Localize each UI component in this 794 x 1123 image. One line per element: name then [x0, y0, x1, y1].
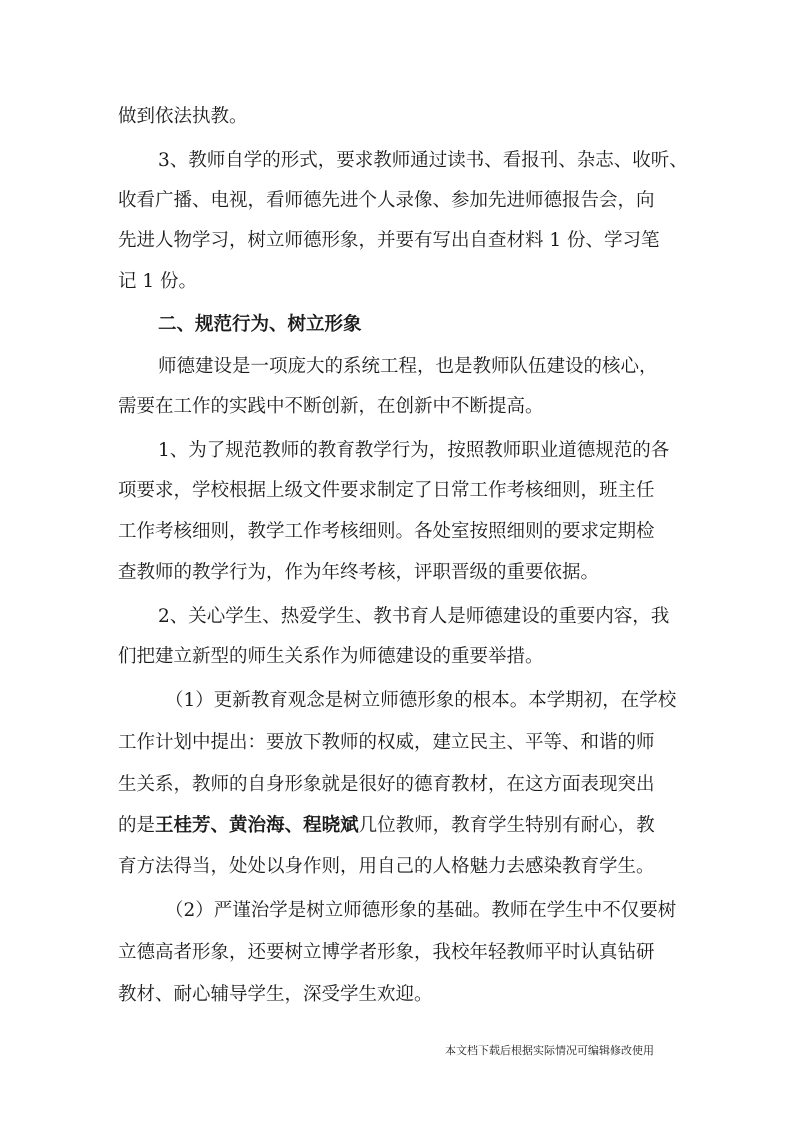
- paragraph-line: 先进人物学习，树立师德形象，并要有写出自查材料 1 份、学习笔: [118, 230, 660, 251]
- paragraph-line: 立德高者形象，还要树立博学者形象，我校年轻教师平时认真钻研: [118, 942, 655, 963]
- paragraph-line: 生关系，教师的自身形象就是很好的德育教材，在这方面表现突出: [118, 774, 655, 795]
- paragraph-line: （2）严谨治学是树立师德形象的基础。教师在学生中不仅要树: [165, 900, 677, 921]
- teacher-name: 黄治海: [229, 815, 285, 836]
- page-footer: 本文档下载后根据实际情况可编辑修改使用: [445, 1044, 654, 1057]
- section-heading: 二、规范行为、树立形象: [158, 314, 362, 335]
- paragraph-line: 们把建立新型的师生关系作为师德建设的重要举措。: [118, 646, 544, 667]
- paragraph-line: 1、为了规范教师的教育教学行为，按照教师职业道德规范的各: [158, 440, 670, 461]
- line-suffix: 几位教师，: [358, 815, 452, 836]
- paragraph-line: 工作考核细则，教学工作考核细则。各处室按照细则的要求定期检: [118, 521, 655, 542]
- line-prefix: 的是: [118, 815, 156, 836]
- paragraph-line: 3、教师自学的形式，要求教师通过读书、看报刊、杂志、收听、: [158, 150, 688, 171]
- paragraph-line: 收看广播、电视，看师德先进个人录像、参加先进师德报告会，向: [118, 190, 655, 211]
- paragraph-line-with-names: [118, 817, 655, 836]
- paragraph-line: 做到依法执教。: [118, 106, 248, 127]
- paragraph-line: 项要求，学校根据上级文件要求制定了日常工作考核细则，班主任: [118, 480, 655, 501]
- paragraph-line: 师德建设是一项庞大的系统工程，也是教师队伍建设的核心，: [158, 356, 658, 377]
- paragraph-line: 需要在工作的实践中不断创新，在创新中不断提高。: [118, 396, 544, 417]
- paragraph-line: （1）更新教育观念是树立师德形象的根本。本学期初，在学校: [165, 690, 677, 711]
- paragraph-line: 育方法得当，处处以身作则，用自己的人格魅力去感染教育学生。: [118, 856, 655, 877]
- paragraph-line: 工作计划中提出：要放下教师的权威，建立民主、平等、和谐的师: [118, 732, 655, 753]
- teacher-name: 程晓斌: [303, 815, 359, 836]
- paragraph-line: 2、关心学生、热爱学生、教书育人是师德建设的重要内容，我: [158, 606, 670, 627]
- paragraph-line: 教材、耐心辅导学生，深受学生欢迎。: [118, 984, 433, 1005]
- name-separator: 、: [284, 815, 304, 836]
- line-rest: 教育学生特别有耐心，教: [451, 815, 655, 836]
- name-separator: 、: [210, 815, 230, 836]
- teacher-name: 王桂芳: [155, 815, 211, 836]
- paragraph-line: 查教师的教学行为，作为年终考核，评职晋级的重要依据。: [118, 562, 600, 583]
- paragraph-line: 记 1 份。: [118, 271, 198, 292]
